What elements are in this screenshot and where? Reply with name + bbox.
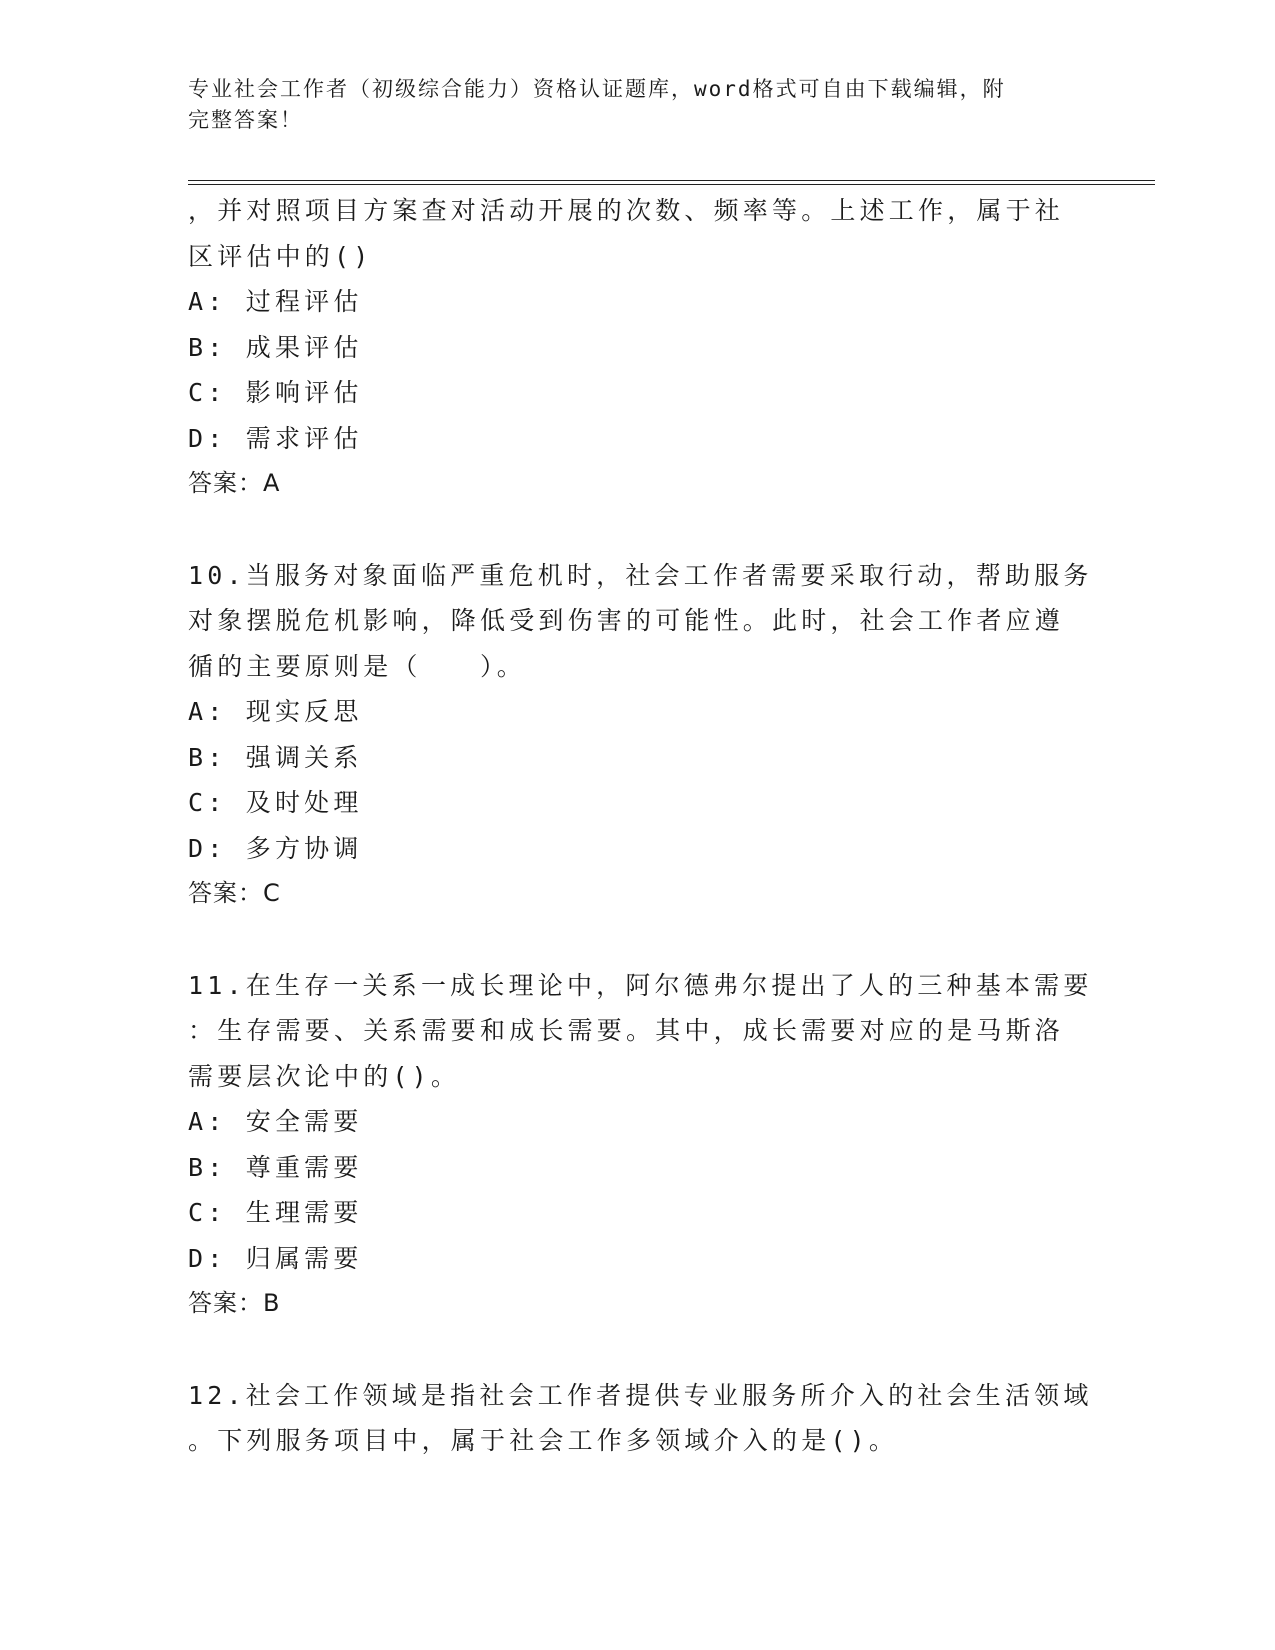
option-b: B: 强调关系 (188, 742, 363, 772)
question-text-line: 需要层次论中的()。 (188, 1061, 461, 1091)
option-d: D: 多方协调 (188, 833, 363, 863)
question-spacer (188, 507, 1078, 553)
question-item (188, 188, 1078, 507)
question-item (188, 963, 1093, 1327)
question-text-line: 循的主要原则是（ ）。 (188, 651, 526, 681)
question-text-line: 11.在生存一关系一成长理论中，阿尔德弗尔提出了人的三种基本需要 (188, 970, 1093, 1000)
question-text-line: 对象摆脱危机影响，降低受到伤害的可能性。此时，社会工作者应遵 (188, 606, 1065, 635)
question-item (188, 1373, 1093, 1464)
header-title-line-1: 专业社会工作者（初级综合能力）资格认证题库，word格式可自由下载编辑，附 (188, 77, 1006, 101)
option-a: A: 现实反思 (188, 697, 363, 726)
question-item (188, 553, 1093, 917)
option-c: C: 生理需要 (188, 1198, 363, 1227)
question-text-line: ：生存需要、关系需要和成长需要。其中，成长需要对应的是马斯洛 (188, 1016, 1065, 1045)
option-c: C: 影响评估 (188, 378, 363, 407)
question-text-line: 10.当服务对象面临严重危机时，社会工作者需要采取行动，帮助服务 (188, 560, 1093, 590)
header-title-line-2: 完整答案！ (188, 108, 303, 132)
document-header (188, 74, 1068, 136)
answer-text: 答案：A (188, 469, 281, 497)
header-divider-top (188, 180, 1155, 181)
question-text-line: 12.社会工作领域是指社会工作者提供专业服务所介入的社会生活领域 (188, 1380, 1093, 1410)
question-text-line: ，并对照项目方案查对活动开展的次数、频率等。上述工作，属于社 (188, 196, 1065, 225)
option-a: A: 安全需要 (188, 1107, 363, 1136)
header-divider-bottom (188, 184, 1155, 185)
option-c: C: 及时处理 (188, 788, 363, 817)
question-text-line: 区评估中的() (188, 241, 373, 271)
question-spacer (188, 1327, 1078, 1373)
question-list (188, 188, 1093, 1464)
option-b: B: 尊重需要 (188, 1152, 363, 1182)
question-text-line: 。下列服务项目中，属于社会工作多领域介入的是()。 (188, 1426, 899, 1455)
answer-text: 答案：B (188, 1289, 281, 1317)
option-d: D: 归属需要 (188, 1243, 363, 1273)
answer-text: 答案：C (188, 879, 281, 907)
option-b: B: 成果评估 (188, 332, 363, 362)
option-d: D: 需求评估 (188, 423, 363, 453)
option-a: A: 过程评估 (188, 287, 363, 316)
question-spacer (188, 917, 1078, 963)
